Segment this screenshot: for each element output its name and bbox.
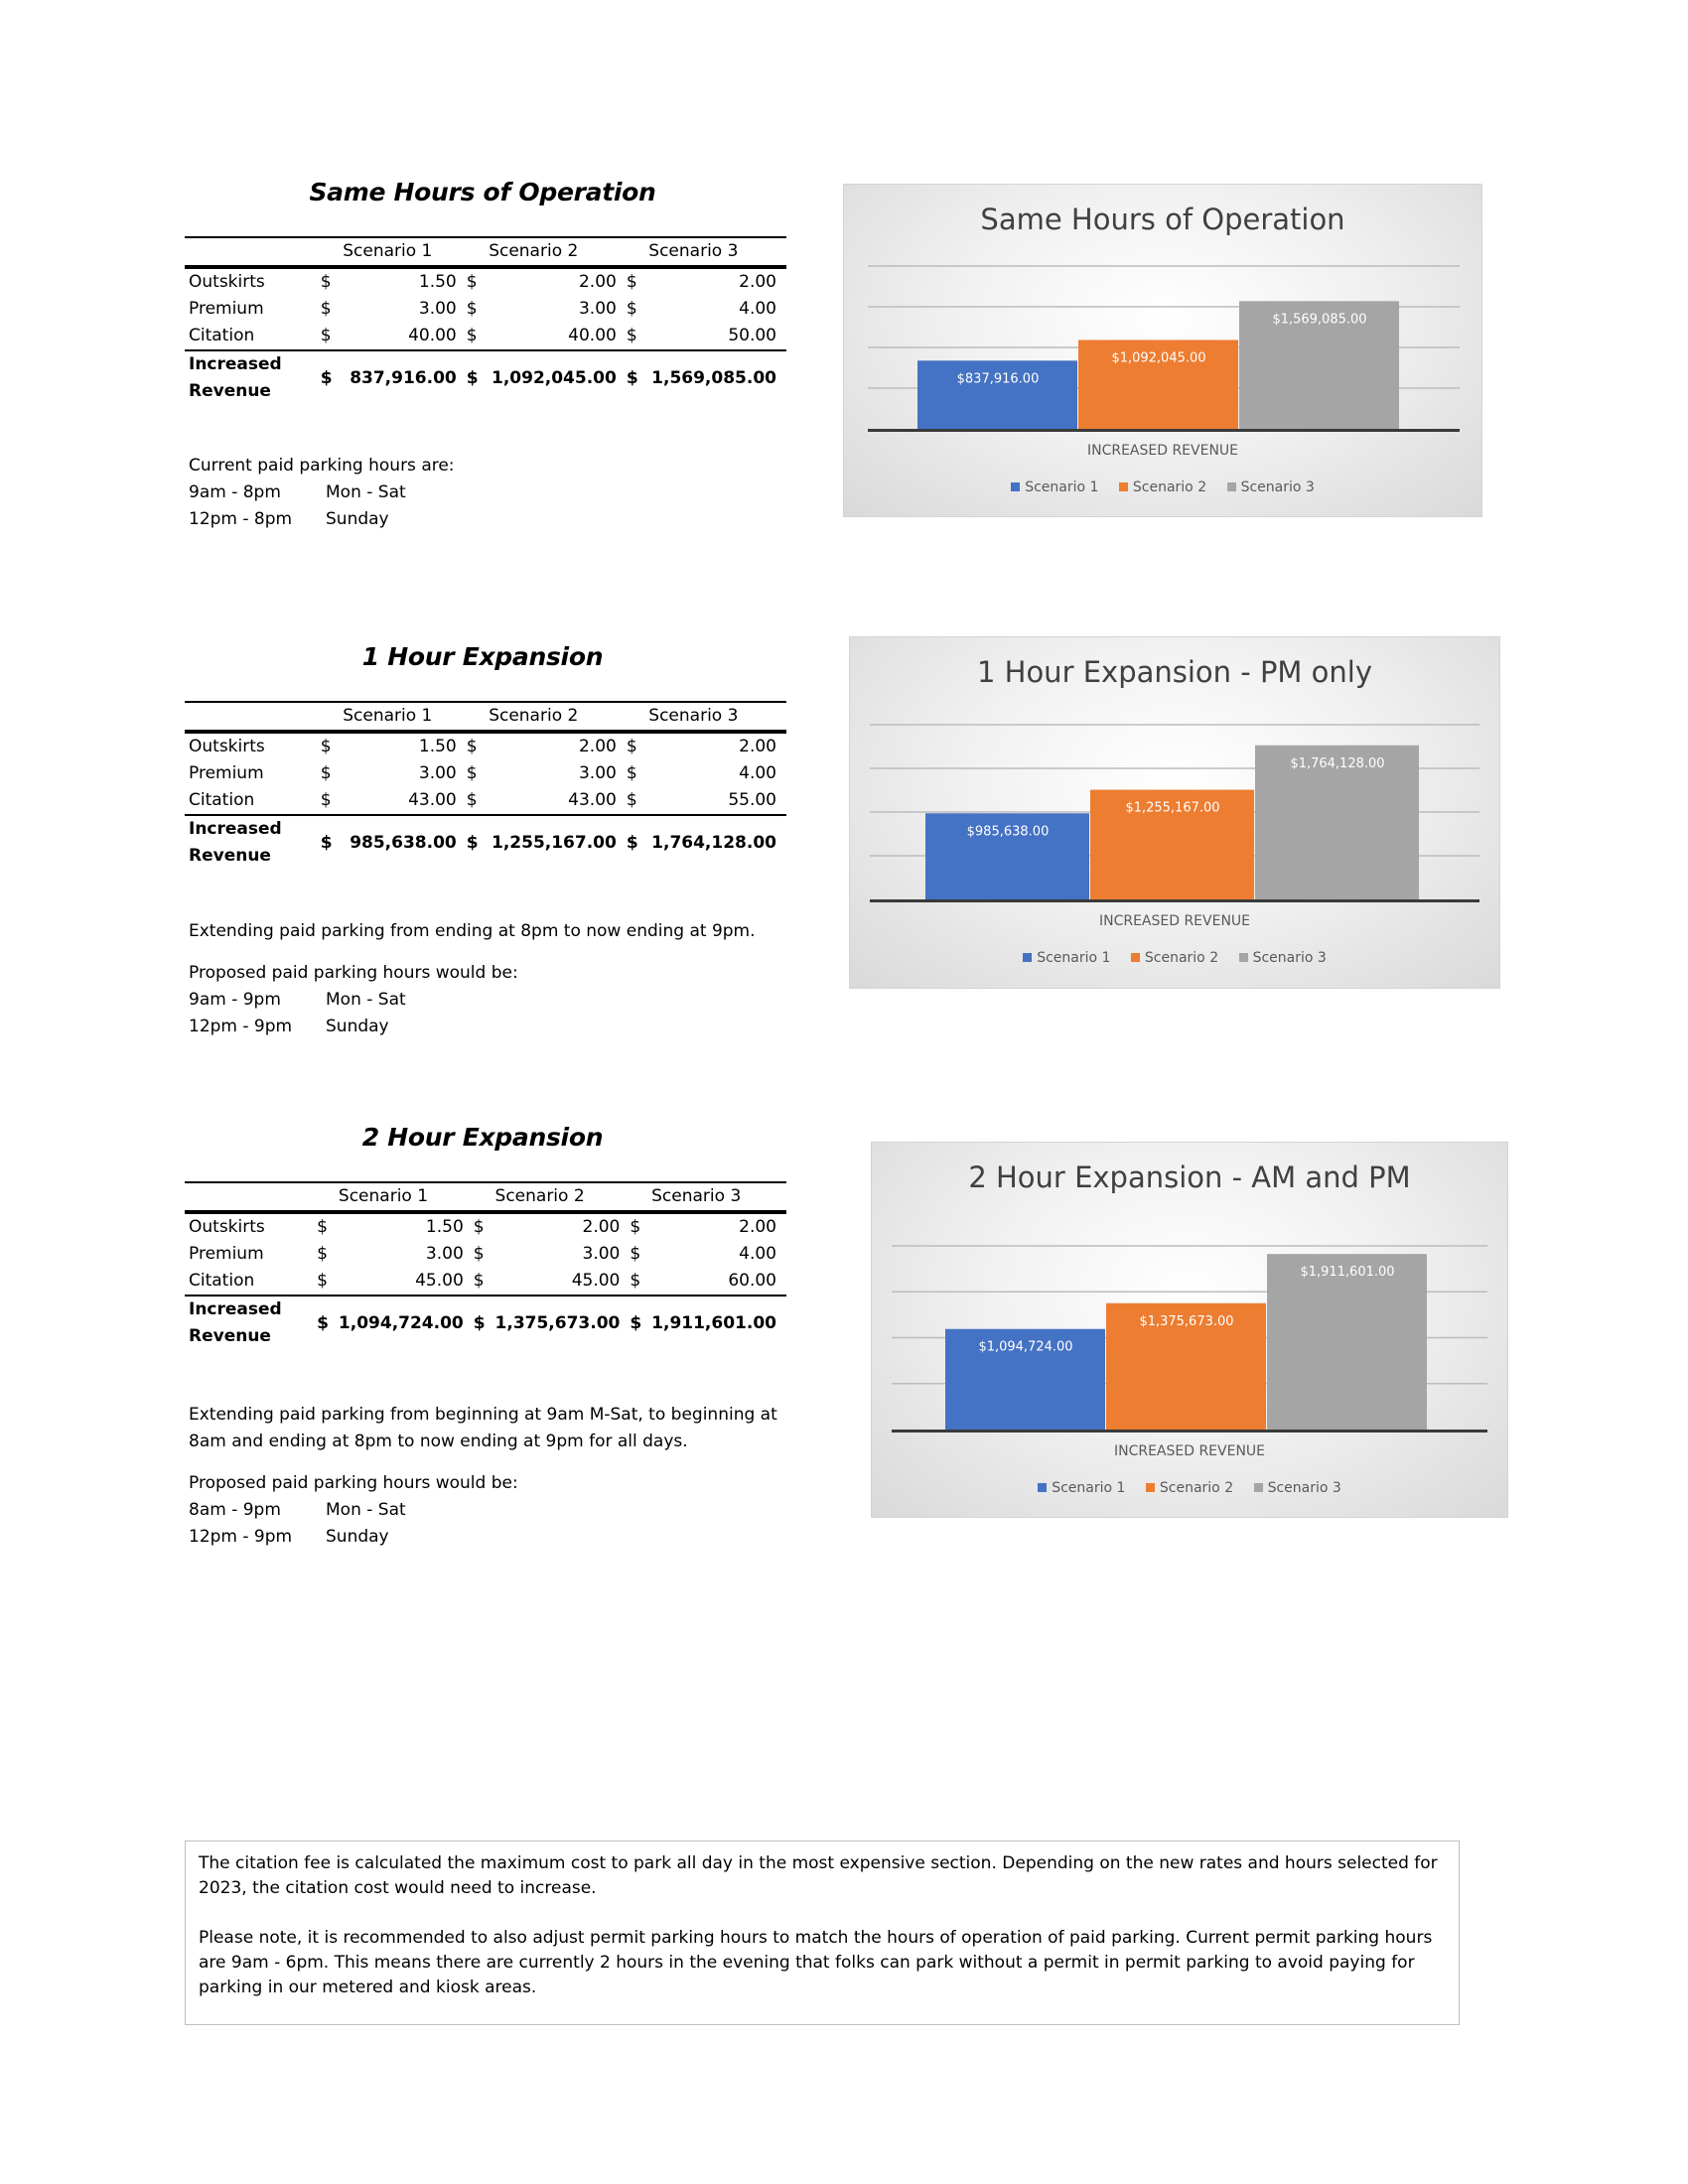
currency-symbol: $	[320, 367, 333, 388]
rate-value: 3.00	[578, 299, 617, 319]
currency-symbol: $	[473, 1217, 485, 1237]
currency-symbol: $	[473, 1271, 485, 1291]
table-row	[185, 760, 786, 787]
rate-value: 3.00	[425, 1244, 464, 1264]
currency-symbol: $	[320, 763, 332, 783]
row-label: Premium	[189, 299, 264, 319]
column-header: Scenario 2	[489, 241, 579, 261]
table-row	[185, 787, 786, 815]
notes-paragraph-line: 8am and ending at 8pm to now ending at 9pm for all days.	[189, 1432, 688, 1451]
revenue-chart	[849, 636, 1500, 989]
legend-swatch	[1239, 953, 1248, 962]
table-row	[185, 267, 786, 296]
column-header: Scenario 1	[338, 1186, 429, 1206]
rate-value: 45.00	[415, 1271, 464, 1291]
bar-scenario-3	[1267, 1254, 1427, 1430]
currency-symbol: $	[466, 763, 478, 783]
data-label: $1,569,085.00	[1272, 312, 1367, 328]
notes-line: Proposed paid parking hours would be:	[189, 1473, 518, 1493]
table-row	[185, 1241, 786, 1268]
currency-symbol: $	[630, 1312, 642, 1333]
rate-value: 3.00	[578, 763, 617, 783]
chart-legend	[872, 1480, 1507, 1496]
rate-value: 50.00	[728, 326, 776, 345]
revenue-value: 1,375,673.00	[494, 1312, 621, 1333]
x-category-label: INCREASED REVENUE	[1086, 443, 1239, 459]
notes-paragraph: Extending paid parking from ending at 8pm to now ending at 9pm.	[189, 921, 756, 941]
rate-value: 2.00	[739, 272, 776, 292]
row-label: Citation	[189, 326, 255, 345]
table-row	[185, 323, 786, 350]
hours-row	[189, 1524, 777, 1551]
row-label: Premium	[189, 763, 264, 783]
currency-symbol: $	[626, 737, 637, 756]
currency-symbol: $	[626, 832, 638, 853]
data-label: $1,092,045.00	[1111, 350, 1206, 366]
table-header-row	[185, 1182, 786, 1212]
rate-value: 2.00	[578, 272, 617, 292]
hours-row	[189, 1497, 777, 1524]
legend-swatch	[1038, 1483, 1047, 1492]
currency-symbol: $	[320, 326, 332, 345]
legend-swatch	[1131, 953, 1140, 962]
legend-swatch	[1227, 482, 1236, 491]
currency-symbol: $	[626, 272, 637, 292]
rate-value: 1.50	[418, 737, 457, 756]
revenue-value: 837,916.00	[350, 367, 457, 388]
column-header: Scenario 1	[343, 241, 433, 261]
hours-days: Mon - Sat	[326, 482, 406, 502]
rates-table	[185, 701, 786, 870]
legend-item: Scenario 1	[1023, 950, 1110, 966]
revenue-value: 1,569,085.00	[651, 367, 776, 388]
rate-value: 4.00	[739, 1244, 776, 1264]
hours-time: 12pm - 9pm	[189, 1017, 293, 1036]
notes-line: Proposed paid parking hours would be:	[189, 963, 518, 983]
revenue-value: 985,638.00	[350, 832, 457, 853]
column-header: Scenario 2	[489, 706, 579, 726]
legend-item: Scenario 2	[1119, 479, 1206, 495]
currency-symbol: $	[317, 1312, 329, 1333]
legend-item: Scenario 3	[1227, 479, 1315, 495]
column-header: Scenario 3	[648, 241, 739, 261]
rate-value: 1.50	[425, 1217, 464, 1237]
chart-plot	[850, 637, 1499, 988]
data-label: $1,094,724.00	[978, 1339, 1073, 1355]
revenue-row	[185, 815, 786, 870]
column-header: Scenario 3	[651, 1186, 742, 1206]
legend-item: Scenario 1	[1038, 1480, 1125, 1496]
x-category-label: INCREASED REVENUE	[1098, 913, 1251, 929]
revenue-value: 1,092,045.00	[492, 367, 617, 388]
revenue-chart	[843, 184, 1482, 517]
revenue-value: 1,255,167.00	[492, 832, 617, 853]
rate-value: 2.00	[578, 737, 617, 756]
currency-symbol: $	[626, 790, 637, 810]
chart-title: Same Hours of Operation	[980, 203, 1345, 236]
currency-symbol: $	[626, 763, 637, 783]
currency-symbol: $	[466, 737, 478, 756]
legend-item: Scenario 3	[1254, 1480, 1341, 1496]
currency-symbol: $	[630, 1217, 641, 1237]
rate-value: 2.00	[739, 1217, 776, 1237]
rate-value: 3.00	[418, 299, 457, 319]
legend-item: Scenario 2	[1146, 1480, 1233, 1496]
hours-days: Sunday	[326, 1017, 389, 1036]
hours-notes	[189, 1402, 777, 1551]
rate-value: 3.00	[582, 1244, 621, 1264]
rate-value: 4.00	[739, 299, 776, 319]
notes-line: Current paid parking hours are:	[189, 456, 455, 476]
legend-swatch	[1023, 953, 1032, 962]
currency-symbol: $	[320, 737, 332, 756]
hours-time: 12pm - 9pm	[189, 1527, 293, 1547]
hours-days: Mon - Sat	[326, 990, 406, 1010]
data-label: $1,255,167.00	[1125, 800, 1220, 816]
currency-symbol: $	[466, 832, 479, 853]
chart-plot	[872, 1143, 1507, 1517]
currency-symbol: $	[317, 1271, 328, 1291]
rate-value: 4.00	[739, 763, 776, 783]
table-header-row	[185, 237, 786, 267]
section-title: Same Hours of Operation	[309, 178, 656, 206]
data-label: $837,916.00	[956, 371, 1040, 387]
data-label: $1,375,673.00	[1139, 1313, 1234, 1329]
row-label: Premium	[189, 1244, 264, 1264]
column-header: Scenario 1	[343, 706, 433, 726]
rates-table	[185, 236, 786, 405]
currency-symbol: $	[320, 299, 332, 319]
section-title: 1 Hour Expansion	[361, 642, 604, 671]
column-header: Scenario 3	[648, 706, 739, 726]
data-label: $1,911,601.00	[1300, 1265, 1395, 1281]
rates-table	[185, 1181, 786, 1350]
rate-value: 55.00	[728, 790, 776, 810]
revenue-chart	[871, 1142, 1508, 1518]
revenue-value: 1,911,601.00	[651, 1312, 776, 1333]
hours-row	[189, 1014, 756, 1040]
currency-symbol: $	[473, 1244, 485, 1264]
hours-time: 8am - 9pm	[189, 1500, 281, 1520]
hours-time: 9am - 8pm	[189, 482, 281, 502]
hours-time: 9am - 9pm	[189, 990, 281, 1010]
currency-symbol: $	[466, 299, 478, 319]
hours-notes	[189, 918, 756, 1040]
rate-value: 43.00	[568, 790, 617, 810]
hours-row	[189, 479, 455, 506]
rate-value: 43.00	[408, 790, 457, 810]
currency-symbol: $	[473, 1312, 486, 1333]
table-header-row	[185, 702, 786, 732]
hours-row	[189, 506, 455, 533]
revenue-row	[185, 1296, 786, 1350]
legend-swatch	[1146, 1483, 1155, 1492]
table-row	[185, 1212, 786, 1241]
section-title: 2 Hour Expansion	[361, 1123, 604, 1152]
column-header: Scenario 2	[494, 1186, 585, 1206]
row-label: Outskirts	[189, 272, 265, 292]
revenue-value: 1,094,724.00	[338, 1312, 464, 1333]
legend-swatch	[1254, 1483, 1263, 1492]
rate-value: 2.00	[739, 737, 776, 756]
currency-symbol: $	[466, 367, 479, 388]
currency-symbol: $	[317, 1217, 328, 1237]
rate-value: 45.00	[571, 1271, 621, 1291]
row-label: Citation	[189, 1271, 255, 1291]
row-label: Outskirts	[189, 1217, 265, 1237]
chart-legend	[844, 479, 1481, 495]
hours-days: Sunday	[326, 509, 389, 529]
currency-symbol: $	[466, 272, 478, 292]
currency-symbol: $	[317, 1244, 328, 1264]
rate-value: 40.00	[568, 326, 617, 345]
currency-symbol: $	[626, 299, 637, 319]
x-category-label: INCREASED REVENUE	[1113, 1443, 1266, 1459]
chart-title: 1 Hour Expansion - PM only	[976, 655, 1373, 689]
currency-symbol: $	[320, 272, 332, 292]
legend-swatch	[1119, 482, 1128, 491]
rate-value: 1.50	[418, 272, 457, 292]
table-row	[185, 732, 786, 760]
revenue-label: Increased Revenue	[189, 819, 282, 866]
rate-value: 3.00	[418, 763, 457, 783]
hours-days: Mon - Sat	[326, 1500, 406, 1520]
revenue-row	[185, 350, 786, 405]
rate-value: 2.00	[582, 1217, 621, 1237]
chart-title: 2 Hour Expansion - AM and PM	[968, 1160, 1411, 1194]
footnote-paragraph: Please note, it is recommended to also adjust permit parking hours to match the hours of operation of paid parking. Current permit parking hours are 9am - 6pm. This means there are currently 2 hours in the evening that folks can park without a permit in permit parking to avoid paying for parking in our metered and kiosk areas.	[199, 1928, 1433, 1997]
currency-symbol: $	[626, 367, 638, 388]
row-label: Citation	[189, 790, 255, 810]
hours-row	[189, 987, 756, 1014]
revenue-label: Increased Revenue	[189, 354, 282, 401]
data-label: $1,764,128.00	[1290, 755, 1385, 771]
chart-plot	[844, 185, 1481, 516]
hours-days: Sunday	[326, 1527, 389, 1547]
rate-value: 40.00	[408, 326, 457, 345]
rate-value: 60.00	[728, 1271, 776, 1291]
footnote-box	[185, 1841, 1460, 2025]
footnote-paragraph: The citation fee is calculated the maximum cost to park all day in the most expensive section. Depending on the new rates and hours selected for 2023, the citation cost would need to increase.	[199, 1853, 1438, 1898]
table-row	[185, 1268, 786, 1296]
legend-item: Scenario 2	[1131, 950, 1218, 966]
table-row	[185, 296, 786, 323]
revenue-value: 1,764,128.00	[651, 832, 776, 853]
currency-symbol: $	[630, 1271, 641, 1291]
legend-item: Scenario 1	[1011, 479, 1098, 495]
chart-legend	[850, 950, 1499, 966]
data-label: $985,638.00	[966, 824, 1050, 840]
currency-symbol: $	[320, 790, 332, 810]
currency-symbol: $	[626, 326, 637, 345]
legend-item: Scenario 3	[1239, 950, 1327, 966]
hours-time: 12pm - 8pm	[189, 509, 293, 529]
hours-notes	[189, 453, 455, 533]
notes-paragraph-line: Extending paid parking from beginning at 9am M-Sat, to beginning at	[189, 1405, 777, 1425]
currency-symbol: $	[466, 790, 478, 810]
row-label: Outskirts	[189, 737, 265, 756]
currency-symbol: $	[320, 832, 333, 853]
currency-symbol: $	[466, 326, 478, 345]
currency-symbol: $	[630, 1244, 641, 1264]
revenue-label: Increased Revenue	[189, 1299, 282, 1346]
legend-swatch	[1011, 482, 1020, 491]
